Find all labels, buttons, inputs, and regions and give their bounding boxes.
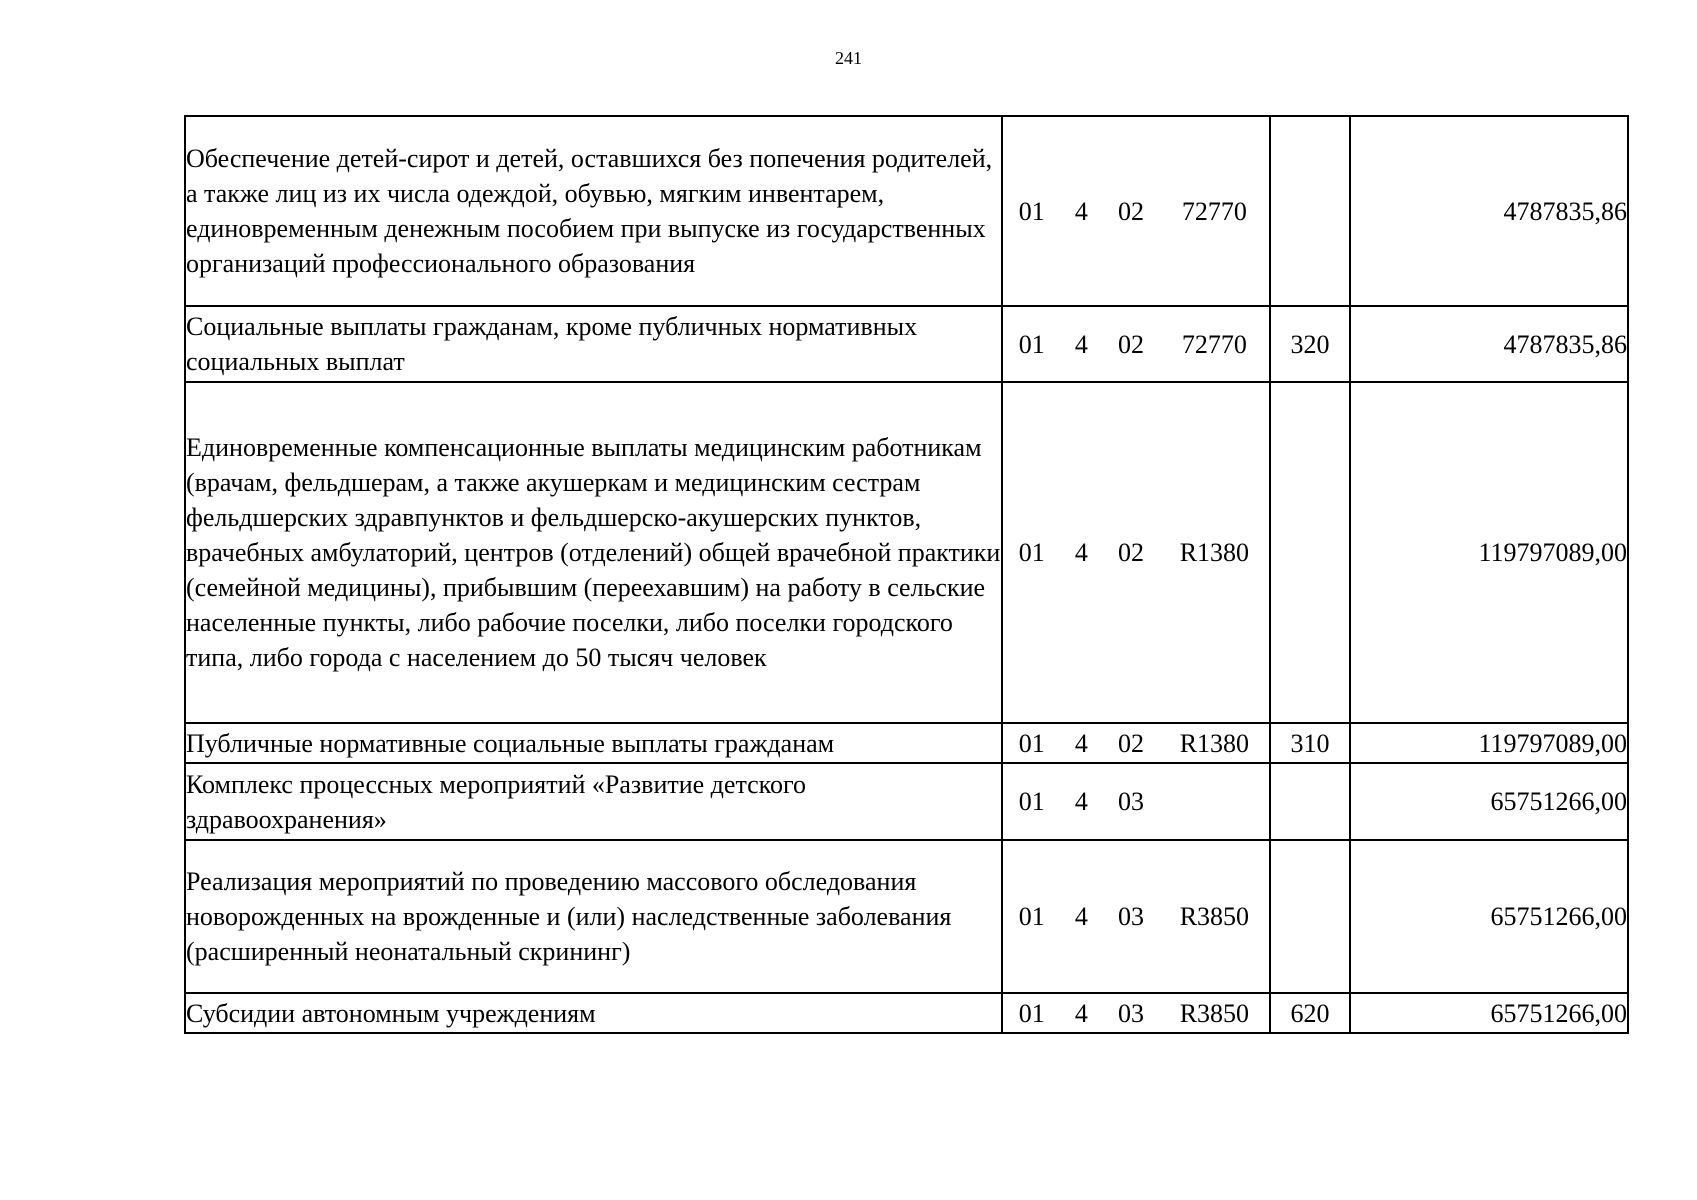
row-expense-type: 620	[1270, 993, 1350, 1033]
row-name: Публичные нормативные социальные выплаты гражданам	[185, 723, 1002, 763]
code-event: 02	[1118, 329, 1145, 359]
code-program: 01	[1018, 196, 1045, 226]
page-number: 241	[835, 48, 862, 68]
row-expense-type	[1270, 116, 1350, 306]
budget-table	[184, 115, 1629, 1034]
code-event: 02	[1118, 728, 1145, 758]
row-name: Реализация мероприятий по проведению массового обследования новорожденных на врожденные и (или) наследственные заболевания (расширенный неонатальный скрининг)	[185, 840, 1002, 993]
row-name: Комплекс процессных мероприятий «Развитие детского здравоохранения»	[185, 763, 1002, 840]
code-subprogram: 4	[1074, 196, 1088, 226]
code-direction: 72770	[1181, 329, 1247, 359]
row-expense-type	[1270, 382, 1350, 723]
row-code	[1002, 840, 1270, 993]
code-program: 01	[1018, 998, 1045, 1028]
row-expense-type	[1270, 763, 1350, 840]
row-code	[1002, 116, 1270, 306]
code-event: 03	[1118, 787, 1145, 816]
row-name: Социальные выплаты гражданам, кроме публичных нормативных социальных выплат	[185, 306, 1002, 382]
table-row	[185, 723, 1628, 763]
row-expense-type: 320	[1270, 306, 1350, 382]
table-row	[185, 382, 1628, 723]
table-row	[185, 116, 1628, 306]
row-sum: 4787835,86	[1350, 116, 1628, 306]
row-code	[1002, 763, 1270, 840]
code-program: 01	[1018, 902, 1045, 931]
code-program: 01	[1018, 787, 1045, 816]
row-sum: 65751266,00	[1350, 993, 1628, 1033]
table-row	[185, 993, 1628, 1033]
table-row	[185, 306, 1628, 382]
code-event: 02	[1118, 538, 1145, 567]
code-direction: R1380	[1179, 728, 1250, 758]
table-row	[185, 840, 1628, 993]
code-subprogram: 4	[1074, 787, 1088, 816]
row-expense-type	[1270, 840, 1350, 993]
code-program: 01	[1018, 538, 1045, 567]
row-name: Обеспечение детей-сирот и детей, оставшихся без попечения родителей, а также лиц из их числа одеждой, обувью, мягким инвентарем, единовременным денежным пособием при выпуске из государственных организаций профессионального образования	[185, 116, 1002, 306]
code-event: 03	[1118, 902, 1145, 931]
code-direction: 72770	[1181, 196, 1247, 226]
row-code	[1002, 723, 1270, 763]
code-event: 03	[1118, 998, 1145, 1028]
row-name: Субсидии автономным учреждениям	[185, 993, 1002, 1033]
row-expense-type: 310	[1270, 723, 1350, 763]
row-sum: 4787835,86	[1350, 306, 1628, 382]
row-code	[1002, 993, 1270, 1033]
code-subprogram: 4	[1074, 538, 1088, 567]
code-program: 01	[1018, 728, 1045, 758]
row-code	[1002, 382, 1270, 723]
row-sum: 65751266,00	[1350, 763, 1628, 840]
row-sum: 65751266,00	[1350, 840, 1628, 993]
row-name: Единовременные компенсационные выплаты медицинским работникам (врачам, фельдшерам, а также акушеркам и медицинским сестрам фельдшерских здравпунктов и фельдшерско-акушерских пунктов, врачебных амбулаторий, центров (отделений) общей врачебной практики (семейной медицины), прибывшим (переехавшим) на работу в сельские населенные пункты, либо рабочие поселки, либо поселки городского типа, либо города с населением до 50 тысяч человек	[185, 382, 1002, 723]
code-subprogram: 4	[1074, 902, 1088, 931]
code-subprogram: 4	[1074, 329, 1088, 359]
code-subprogram: 4	[1074, 728, 1088, 758]
row-sum: 119797089,00	[1350, 382, 1628, 723]
code-subprogram: 4	[1074, 998, 1088, 1028]
code-program: 01	[1018, 329, 1045, 359]
code-event: 02	[1118, 196, 1145, 226]
code-direction: R1380	[1179, 538, 1250, 567]
code-direction: R3850	[1179, 902, 1250, 931]
row-sum: 119797089,00	[1350, 723, 1628, 763]
row-code	[1002, 306, 1270, 382]
code-direction: R3850	[1179, 998, 1250, 1028]
table-row	[185, 763, 1628, 840]
